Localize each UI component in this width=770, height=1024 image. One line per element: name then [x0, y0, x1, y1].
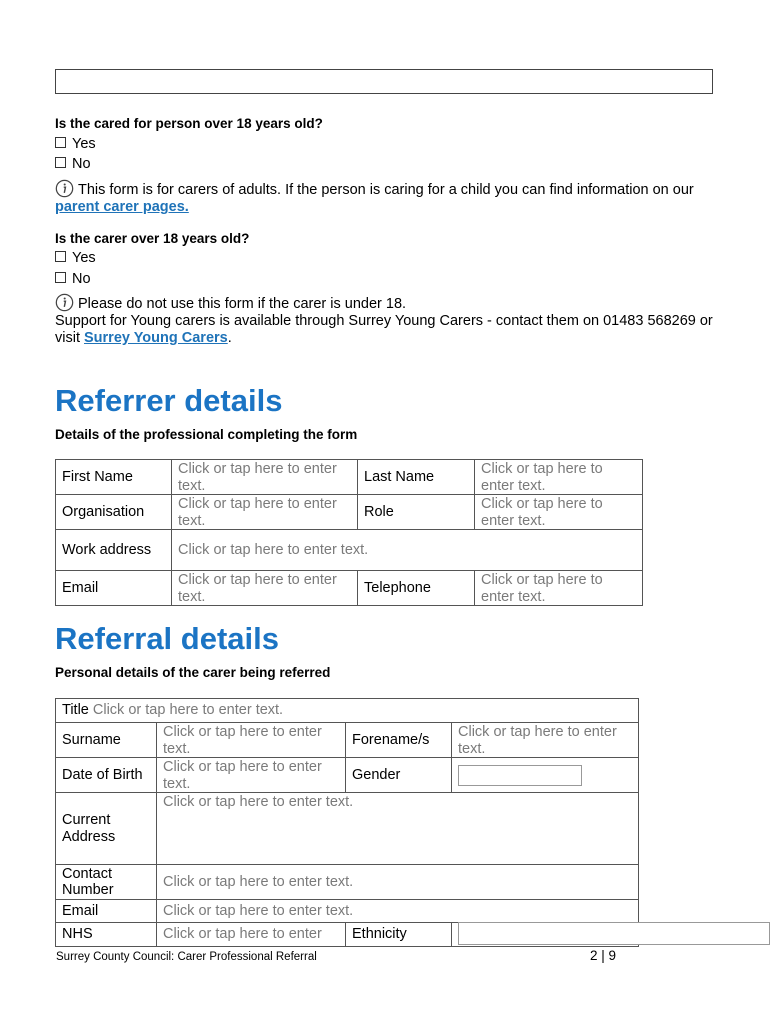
referrer-details-heading: Referrer details — [55, 383, 283, 418]
info-note-young-carers — [55, 293, 715, 347]
first-name-field[interactable]: Click or tap here to enter text. — [172, 460, 358, 495]
surrey-young-carers-link[interactable]: Surrey Young Carers — [84, 330, 228, 346]
option-label: No — [72, 156, 91, 172]
contact-number-label: Contact Number — [56, 865, 157, 900]
work-address-field[interactable]: Click or tap here to enter text. — [172, 530, 643, 571]
email-label: Email — [56, 900, 157, 923]
info-icon — [55, 179, 74, 198]
referrer-subheading: Details of the professional completing the form — [55, 427, 358, 442]
nhs-field[interactable]: Click or tap here to enter — [157, 923, 346, 947]
checkbox-icon[interactable] — [55, 157, 66, 168]
forename-field[interactable]: Click or tap here to enter text. — [452, 723, 639, 758]
page-number: 2 | 9 — [590, 948, 617, 963]
checkbox-option-yes[interactable] — [55, 136, 96, 152]
footer-document-title: Surrey County Council: Carer Professional Referral — [56, 951, 317, 963]
question-cared-for-over-18: Is the cared for person over 18 years old? — [55, 116, 323, 131]
info-note-carers-of-adults — [55, 179, 715, 216]
info-icon — [55, 293, 74, 312]
option-label: Yes — [72, 136, 96, 152]
email-field[interactable]: Click or tap here to enter text. — [157, 900, 639, 923]
forename-label: Forename/s — [346, 723, 452, 758]
checkbox-option-no[interactable] — [55, 156, 91, 172]
note-text: Support for Young carers is available through Surrey Young Carers - contact them on 01483 568269 or visit — [55, 313, 713, 346]
checkbox-icon[interactable] — [55, 137, 66, 148]
telephone-field[interactable]: Click or tap here to enter text. — [475, 571, 643, 606]
referral-details-table — [55, 698, 639, 947]
gender-cell — [452, 758, 639, 793]
title-label: Title — [62, 702, 89, 719]
email-label: Email — [56, 571, 172, 606]
referral-subheading: Personal details of the carer being referred — [55, 665, 331, 680]
note-text: This form is for carers of adults. If the person is caring for a child you can find information on our — [78, 182, 694, 198]
surname-field[interactable]: Click or tap here to enter text. — [157, 723, 346, 758]
surname-label: Surname — [56, 723, 157, 758]
contact-number-field[interactable]: Click or tap here to enter text. — [157, 865, 639, 900]
parent-carer-pages-link[interactable]: parent carer pages. — [55, 199, 189, 215]
telephone-label: Telephone — [358, 571, 475, 606]
ethnicity-label: Ethnicity — [346, 923, 452, 947]
role-label: Role — [358, 495, 475, 530]
first-name-label: First Name — [56, 460, 172, 495]
checkbox-icon[interactable] — [55, 272, 66, 283]
title-row[interactable] — [56, 699, 639, 723]
note-text: Please do not use this form if the carer is under 18. — [78, 296, 407, 312]
role-field[interactable]: Click or tap here to enter text. — [475, 495, 643, 530]
last-name-label: Last Name — [358, 460, 475, 495]
dob-field[interactable]: Click or tap here to enter text. — [157, 758, 346, 793]
checkbox-icon[interactable] — [55, 251, 66, 262]
ethnicity-dropdown[interactable] — [458, 922, 770, 945]
dob-label: Date of Birth — [56, 758, 157, 793]
address-label: Current Address — [56, 793, 157, 865]
email-field[interactable]: Click or tap here to enter text. — [172, 571, 358, 606]
organisation-label: Organisation — [56, 495, 172, 530]
gender-dropdown[interactable] — [458, 765, 582, 786]
option-label: No — [72, 271, 91, 287]
address-field[interactable]: Click or tap here to enter text. — [157, 793, 639, 865]
checkbox-option-no[interactable] — [55, 271, 91, 287]
last-name-field[interactable]: Click or tap here to enter text. — [475, 460, 643, 495]
text-entry-box[interactable] — [55, 69, 713, 94]
question-carer-over-18: Is the carer over 18 years old? — [55, 231, 250, 246]
referral-details-heading: Referral details — [55, 621, 279, 656]
title-field[interactable]: Click or tap here to enter text. — [92, 702, 284, 719]
referrer-details-table — [55, 459, 643, 606]
option-label: Yes — [72, 250, 96, 266]
work-address-label: Work address — [56, 530, 172, 571]
gender-label: Gender — [346, 758, 452, 793]
checkbox-option-yes[interactable] — [55, 250, 96, 266]
organisation-field[interactable]: Click or tap here to enter text. — [172, 495, 358, 530]
note-text: . — [227, 330, 232, 346]
nhs-label: NHS — [56, 923, 157, 947]
